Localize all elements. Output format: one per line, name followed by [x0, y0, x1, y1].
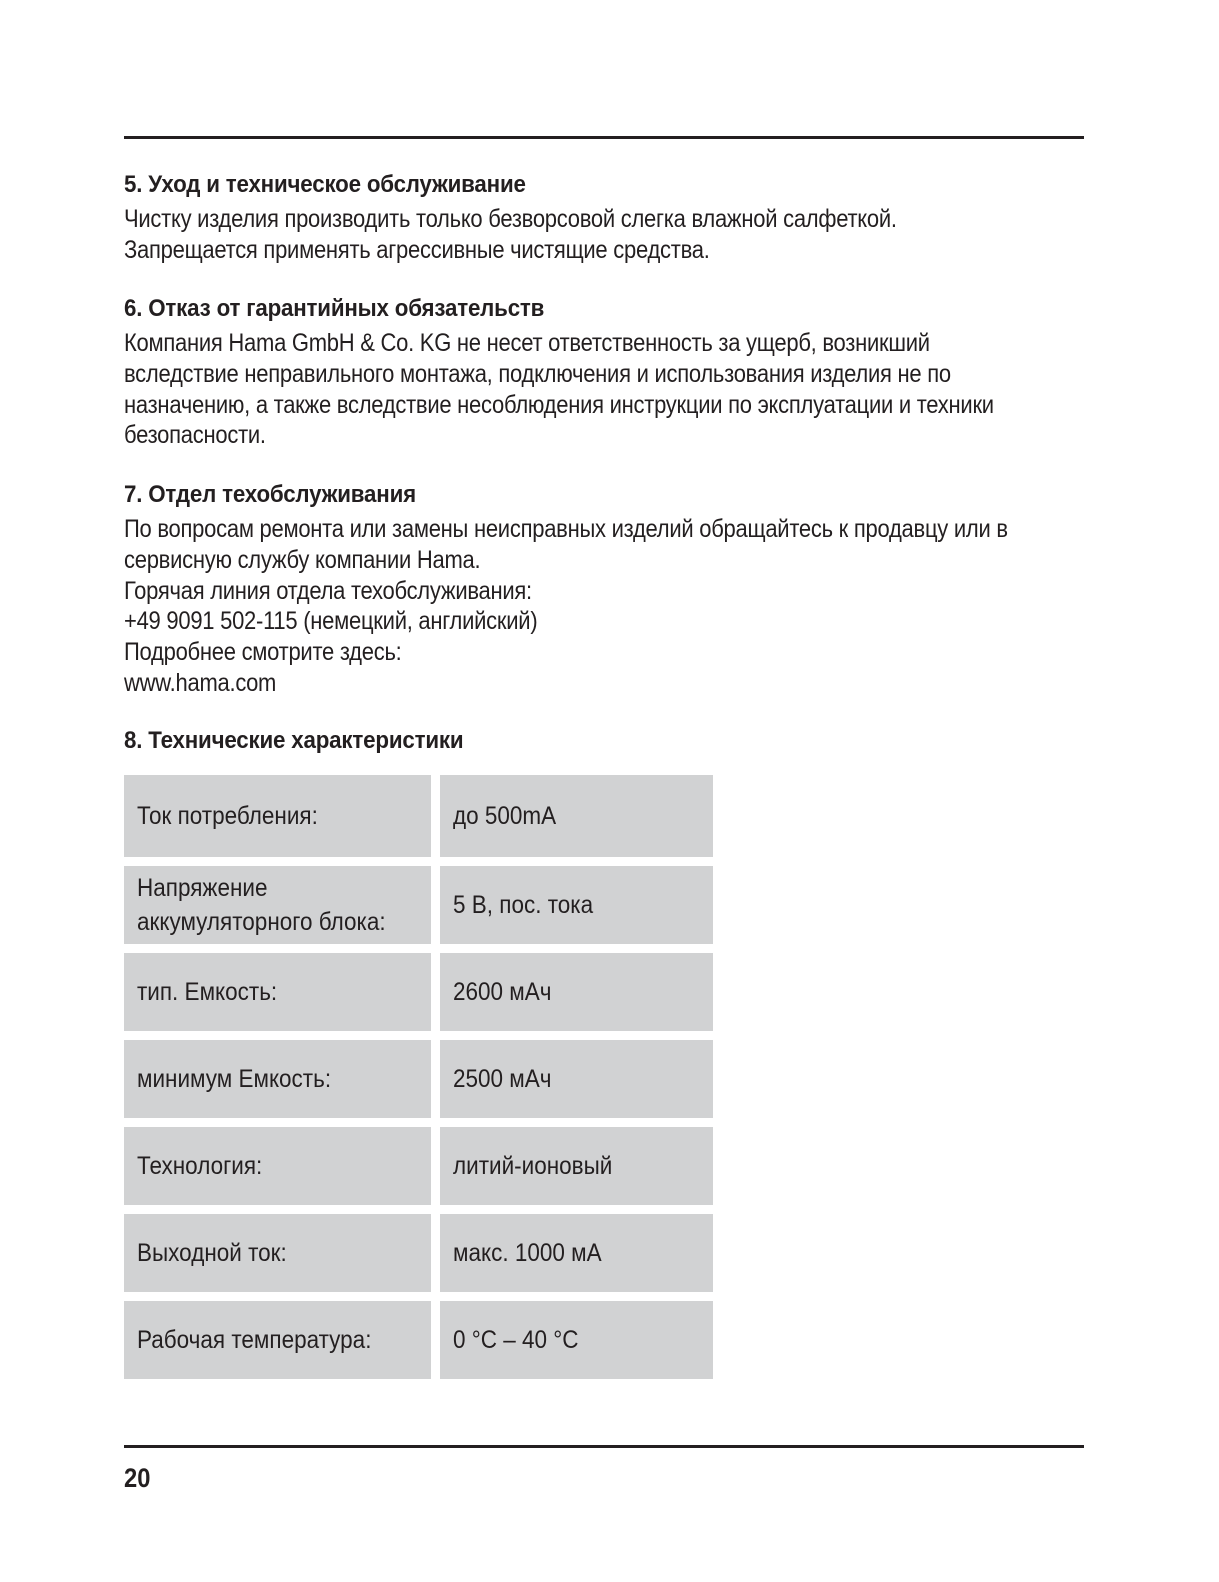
paragraph-line: сервисную службу компании Hama. — [124, 545, 481, 574]
section-care-maintenance — [124, 170, 1099, 294]
spec-label: минимум Емкость: — [124, 1040, 431, 1118]
spec-value: 5 В, пос. тока — [440, 866, 713, 944]
spec-row — [124, 1301, 713, 1379]
hotline-phone: +49 9091 502-115 (немецкий, английский) — [124, 607, 538, 636]
section-warranty-disclaimer — [124, 294, 1099, 480]
section-tech-specs — [124, 726, 1099, 756]
spec-table — [124, 775, 713, 1388]
website-link[interactable]: www.hama.com — [124, 668, 277, 697]
spec-label: Выходной ток: — [124, 1214, 431, 1292]
spec-label: Напряжение аккумуляторного блока: — [124, 866, 431, 944]
paragraph-line: Горячая линия отдела техобслуживания: — [124, 576, 532, 605]
spec-label: Рабочая температура: — [124, 1301, 431, 1379]
spec-row — [124, 775, 713, 857]
spec-label: тип. Емкость: — [124, 953, 431, 1031]
paragraph-line: Компания Hama GmbH & Co. KG не несет ответственность за ущерб, возникший — [124, 329, 930, 357]
bottom-rule — [124, 1445, 1084, 1448]
spec-value: до 500mA — [440, 775, 713, 857]
spec-value: макс. 1000 мА — [440, 1214, 713, 1292]
spec-value: 2600 мАч — [440, 953, 713, 1031]
spec-label: Ток потребления: — [124, 775, 431, 857]
spec-value: 2500 мАч — [440, 1040, 713, 1118]
spec-value: 0 °C – 40 °C — [440, 1301, 713, 1379]
spec-row — [124, 1040, 713, 1118]
spec-row — [124, 866, 713, 944]
document-body — [124, 170, 1099, 760]
paragraph-line: По вопросам ремонта или замены неисправных изделий обращайтесь к продавцу или в — [124, 515, 1008, 543]
paragraph-line: Чистку изделия производить только безворсовой слегка влажной салфеткой. — [124, 205, 897, 233]
section-paragraph — [124, 328, 1099, 451]
section-service — [124, 480, 1099, 726]
section-paragraph — [124, 204, 1099, 266]
spec-row — [124, 1127, 713, 1205]
section-paragraph — [124, 514, 1099, 699]
paragraph-line: назначению, а также вследствие несоблюдения инструкции по эксплуатации и техники — [124, 390, 994, 419]
section-heading: 7. Отдел техобслуживания — [124, 481, 416, 508]
paragraph-line: Запрещается применять агрессивные чистящие средства. — [124, 235, 710, 264]
section-heading: 6. Отказ от гарантийных обязательств — [124, 295, 545, 322]
section-heading: 5. Уход и техническое обслуживание — [124, 171, 526, 198]
paragraph-line: Подробнее смотрите здесь: — [124, 638, 402, 667]
top-rule — [124, 136, 1084, 139]
spec-row — [124, 953, 713, 1031]
spec-row — [124, 1214, 713, 1292]
page-number: 20 — [124, 1463, 151, 1493]
paragraph-line: вследствие неправильного монтажа, подключения и использования изделия не по — [124, 359, 951, 388]
paragraph-line: безопасности. — [124, 421, 266, 450]
section-heading: 8. Технические характеристики — [124, 727, 464, 754]
spec-label: Технология: — [124, 1127, 431, 1205]
spec-value: литий-ионовый — [440, 1127, 713, 1205]
